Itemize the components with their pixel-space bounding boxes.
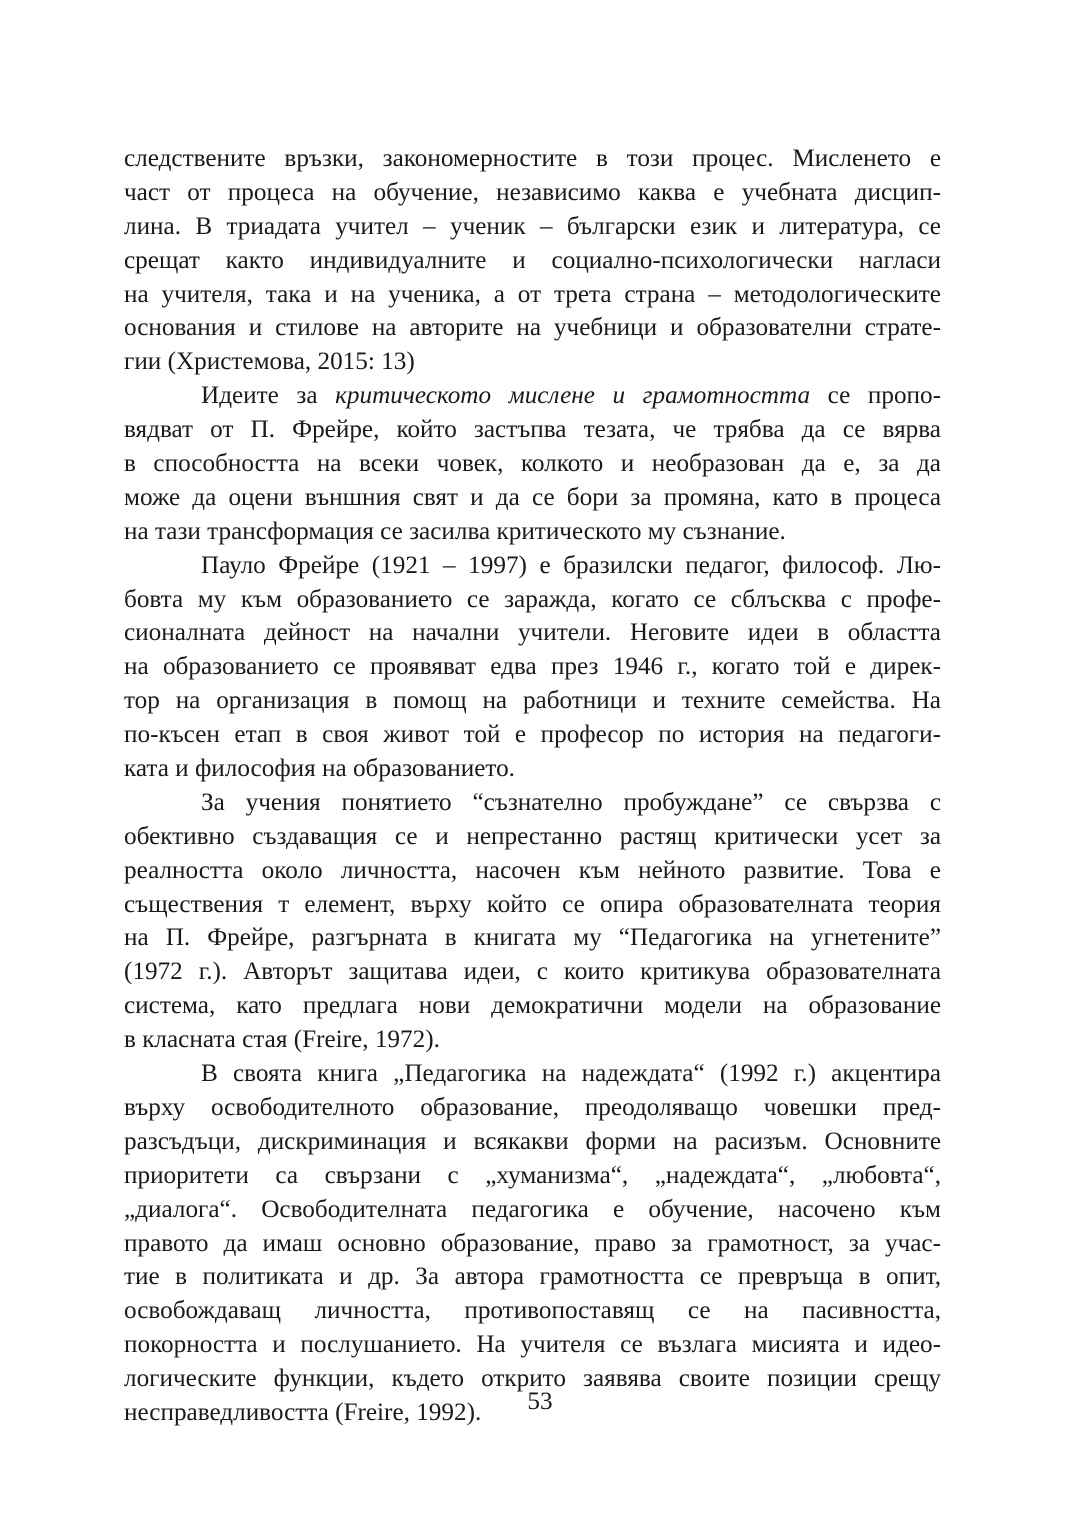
text-line: логическите функции, където открито заявява своите позиции срещу — [124, 1365, 941, 1393]
text-line: съществения т елемент, върху който се опира образователната теория — [124, 890, 941, 918]
text-line: лина. В триадата учител – ученик – български език и литература, се — [124, 212, 941, 240]
paragraph-2 — [124, 379, 941, 548]
text-line: (1972 г.). Авторът защитава идеи, с които критикува образователната — [124, 958, 941, 986]
text-line: на учителя, така и на ученика, а от трета страна – методологическите — [124, 280, 941, 308]
text-line: може да оцени външния свят и да се бори за промяна, като в процеса — [124, 483, 941, 511]
text-line: гии (Христемова, 2015: 13) — [124, 348, 415, 376]
text-line: разсъдъци, дискриминация и всякакви форми на расизъм. Основните — [124, 1127, 941, 1155]
text-run: Идеите за — [201, 382, 336, 410]
text-line: бовта му към образованието се заражда, когато се сблъсква с профе- — [124, 585, 941, 613]
text-line: ката и философия на образованието. — [124, 755, 515, 783]
text-line: „диалога“. Освободителната педагогика е обучение, насочено към — [124, 1195, 941, 1223]
paragraph-1 — [124, 142, 941, 379]
text-line — [124, 379, 941, 413]
text-line: реалността около личността, насочен към нейното развитие. Това е — [124, 856, 941, 884]
page-body — [124, 142, 941, 1430]
text-line: приоритети са свързани с „хуманизма“, „надеждата“, „любовта“, — [124, 1161, 941, 1189]
text-line: вядват от П. Фрейре, който застъпва тезата, че трябва да се вярва — [124, 416, 941, 444]
text-line: върху освободителното образование, преодоляващо човешки пред- — [124, 1093, 941, 1121]
text-line: За учения понятието “съзнателно пробуждане” се свързва с — [201, 788, 941, 816]
text-line: сионалната дейност на начални учители. Неговите идеи в областта — [124, 619, 941, 647]
text-line: в способността на всеки човек, колкото и необразован да е, за да — [124, 450, 941, 478]
text-line: система, като предлага нови демократични модели на образование — [124, 992, 941, 1020]
text-line: освобождаващ личността, противопоставящ се на пасивността, — [124, 1297, 941, 1325]
paragraph-3 — [124, 549, 941, 786]
text-line: В своята книга „Педагогика на надеждата“ (1992 г.) акцентира — [201, 1060, 941, 1088]
page-number: 53 — [527, 1388, 553, 1415]
text-line: несправедливостта (Freire, 1992). — [124, 1398, 482, 1426]
text-line: по-късен етап в своя живот той е професор по история на педагоги- — [124, 721, 941, 749]
text-line: срещат както индивидуалните и социално-психологически нагласи — [124, 246, 941, 274]
text-line: покорността и послушанието. На учителя се възлага мисията и идео- — [124, 1331, 941, 1359]
paragraph-5 — [124, 1057, 941, 1430]
text-line: основания и стилове на авторите на учебници и образователни страте- — [124, 314, 941, 342]
text-line: на П. Фрейре, разгърната в книгата му “Педагогика на угнетените” — [124, 924, 941, 952]
text-line: обективно създаващия се и непрестанно растящ критически усет за — [124, 822, 941, 850]
text-run: се пропо- — [810, 382, 941, 410]
text-line: тие в политиката и др. За автора грамотността се превръща в опит, — [124, 1263, 941, 1291]
text-line: следствените връзки, закономерностите в този процес. Мисленето е — [124, 145, 941, 172]
text-line: част от процеса на обучение, независимо каква е учебната дисцип- — [124, 178, 941, 206]
paragraph-4 — [124, 786, 941, 1057]
emphasis-text: критическото мислене и грамотността — [335, 382, 811, 410]
text-line: Пауло Фрейре (1921 – 1997) е бразилски педагог, философ. Лю- — [201, 551, 941, 579]
text-line: в класната стая (Freire, 1972). — [124, 1026, 440, 1054]
text-line: на тази трансформация се засилва критическото му съзнание. — [124, 517, 786, 545]
text-line: правото да имаш основно образование, право за грамотност, за учас- — [124, 1229, 941, 1257]
text-line: на образованието се проявяват едва през 1946 г., когато той е дирек- — [124, 653, 941, 681]
text-line: тор на организация в помощ на работници и техните семейства. На — [124, 687, 941, 715]
